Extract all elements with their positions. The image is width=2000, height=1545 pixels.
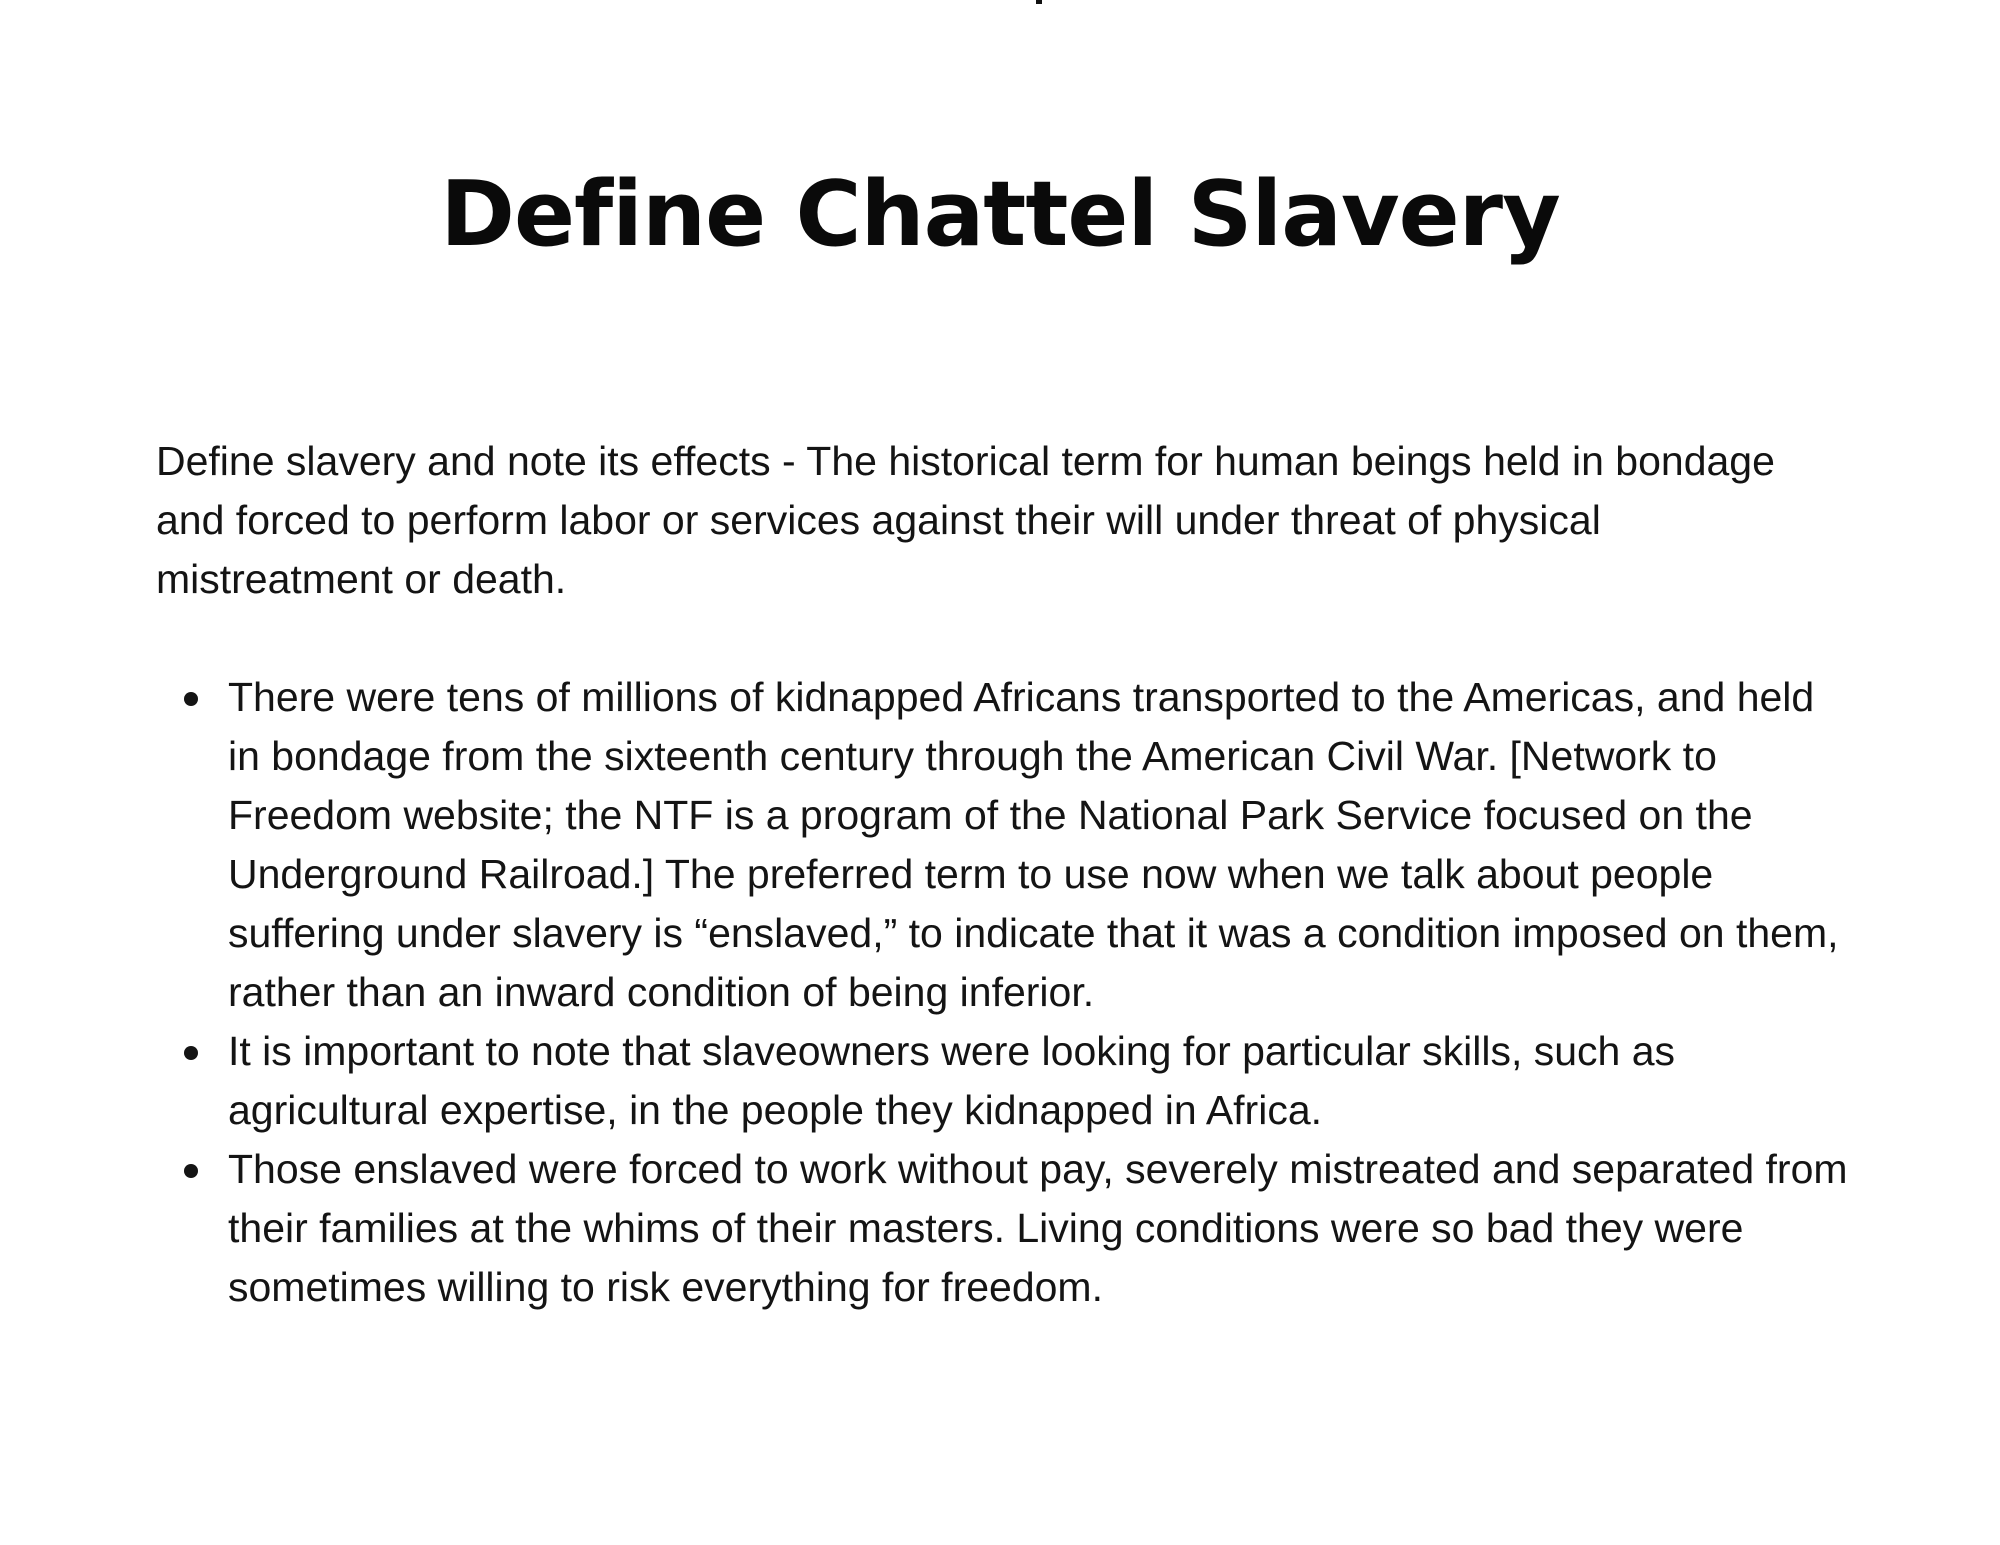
bullet-text: It is important to note that slaveowners were looking for particular skills, such as agricultural expertise, in the people they kidnapped in Africa. [228, 1028, 1676, 1133]
list-item [228, 668, 1856, 1022]
bullet-list [156, 668, 1856, 1317]
top-edge-mark [1036, 0, 1042, 4]
bullet-icon [184, 1164, 198, 1178]
slide-title: Define Chattel Slavery [440, 162, 1560, 267]
intro-paragraph: Define slavery and note its effects - The historical term for human beings held in bondage and forced to perform labor or services against their will under threat of physical mistreatment or death. [156, 438, 1775, 602]
slide-body [156, 432, 1856, 1317]
bullet-icon [184, 1046, 198, 1060]
list-item [228, 1140, 1856, 1317]
bullet-icon [184, 692, 198, 706]
bullet-text: There were tens of millions of kidnapped Africans transported to the Americas, and held in bondage from the sixteenth century through the American Civil War. [Network to Freedom website; the NTF is a program of the National Park Service focused on the Underground Railroad.] The preferred term to use now when we talk about people suffering under slavery is “enslaved,” to indicate that it was a condition imposed on them, rather than an inward condition of being inferior. [228, 674, 1839, 1015]
list-item [228, 1022, 1856, 1140]
bullet-text: Those enslaved were forced to work without pay, severely mistreated and separated from their families at the whims of their masters. Living conditions were so bad they were sometimes willing to risk everything for freedom. [228, 1146, 1848, 1310]
